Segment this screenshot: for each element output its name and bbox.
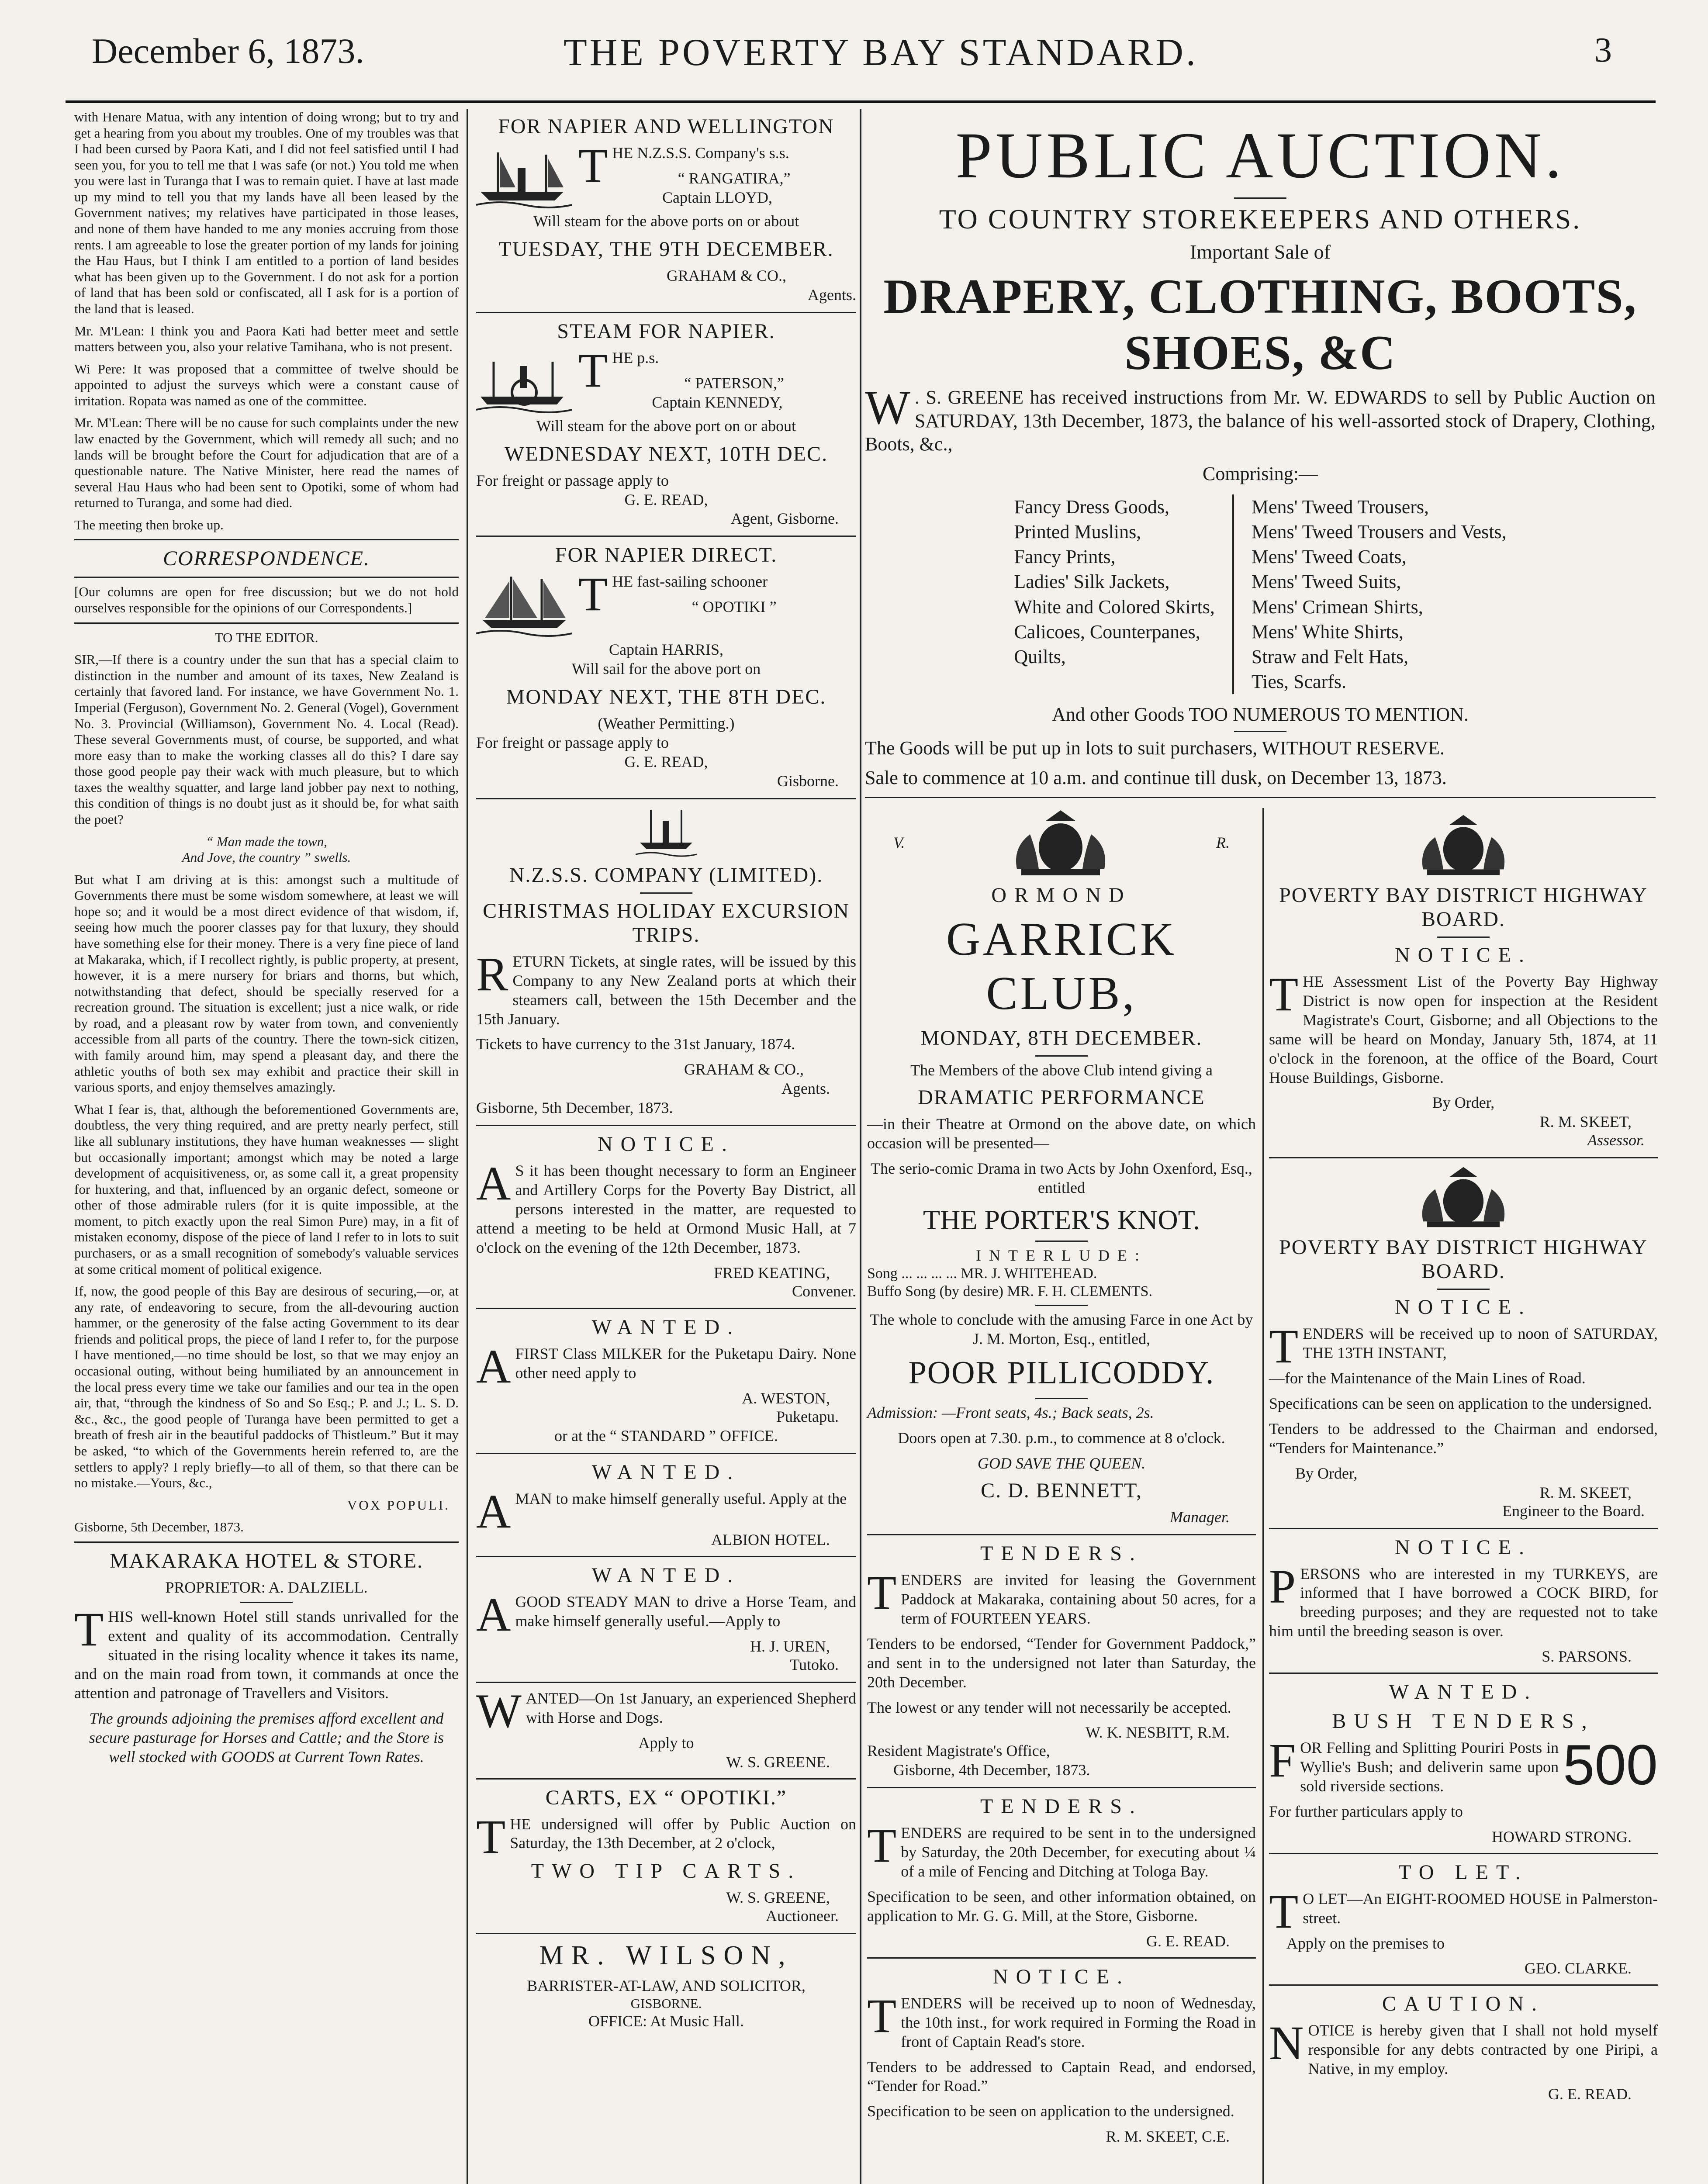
drop-cap: W [476,1684,522,1738]
auction-list-item: Mens' Tweed Coats, [1251,546,1407,568]
ad-signature: FRED KEATING, [714,1264,830,1282]
ad-signature-place: Puketapu. [776,1408,839,1426]
ad-wilson [476,1940,856,2031]
divider [1035,1398,1088,1399]
ad-heading: WANTED. [591,1316,741,1339]
auction-list-left [996,494,1234,695]
quantity-figure: 500 [1563,1733,1658,1797]
verse-line: “ Man made the town, [205,833,328,849]
divider [867,1787,1256,1788]
drop-cap: A [476,1157,511,1210]
auction-list-item: Mens' Tweed Trousers and Vests, [1251,521,1507,543]
ad-line: By Order, [1432,1094,1495,1112]
ad-body: MAN to make himself generally useful. Apply at the [515,1490,847,1508]
ad-heading: WANTED. [591,1461,741,1484]
divider [74,577,459,578]
ad-body: Apply on the premises to [1286,1934,1445,1952]
ad-line: HE p.s. [612,349,659,366]
ad-napier-wellington [476,114,856,305]
ad-body: FIRST Class MILKER for the Puketapu Dairy. None other need apply to [515,1345,856,1382]
club-name: GARRICK CLUB, [946,913,1177,1019]
divider [476,536,856,537]
ship-name: “ PATERSON,” [684,374,784,392]
auction-other: And other Goods TOO NUMEROUS TO MENTION. [1052,704,1469,726]
ad-subheading: CHRISTMAS HOLIDAY EXCURSION TRIPS. [483,899,850,947]
ad-signature: GEO. CLARKE. [1525,1959,1632,1977]
ad-napier-direct [476,543,856,791]
ad-heading: NOTICE. [598,1133,735,1156]
hotel-heading: MAKARAKA HOTEL & STORE. [109,1549,424,1572]
divider [476,1308,856,1309]
ad-heading: FOR NAPIER DIRECT. [555,543,778,567]
interlude-buffo: Buffo Song (by desire) MR. F. H. CLEMENTS. [867,1283,1153,1299]
auction-list-item: Mens' Tweed Suits, [1251,571,1401,593]
ad-line: For freight or passage apply to [476,734,669,752]
ad-signature: W. K. NESBITT, R.M. [1085,1724,1230,1742]
drop-cap: F [1269,1734,1296,1787]
royal-crest-icon [1411,812,1516,878]
divider [865,797,1656,798]
article-paragraph: with Henare Matua, with any intention of doing wrong; but to try and get a hearing from you about my troubles. One of my troubles was that I had been cursed by Paora Kati, and I did not feel satisfied until I had seen you, for you to tell me that I was safe (or not.) You told me when you were last in Turanga that I was to remain quiet. I have at last made up my mind to tell you that my lands have all been leased by the Government natives; my relatives have participated in those leases, and none of them have handed to me any monies accruing from those rents. I am agreeable to lose the greater portion of my lands for joining the Hau Haus, but I think I am entitled to a portion of land besides what has been given up to the Government. I do not ask for a portion of land that has been sold or confiscated, all I ask for is a portion of the land that is leased. [74,109,459,316]
ad-heading: TENDERS. [980,1795,1143,1818]
ad-signature: C. D. BENNETT, [981,1479,1142,1503]
agent-label: Agent, Gisborne. [731,510,839,528]
divider [1035,1055,1088,1057]
ad-body: ENDERS will be received up to noon of Wednesday, the 10th inst., for work required in Forming the Road in front of Captain Read's store. [901,1994,1256,2050]
ad-line: Will sail for the above port on [571,660,761,678]
divider [476,1933,856,1934]
ad-signature: HOWARD STRONG. [1491,1828,1632,1845]
ad-signature: W. S. GREENE. [726,1753,830,1771]
ad-signature: ALBION HOTEL. [711,1531,830,1549]
divider [867,1957,1256,1959]
schooner-icon [476,572,572,638]
agent-label: Agents. [781,1080,830,1098]
ad-tenders-paddock [867,1541,1256,1780]
ad-signature: G. E. READ. [1548,2085,1632,2103]
auction-list-item: Quilts, [1014,646,1066,667]
sailing-date: WEDNESDAY NEXT, 10TH DEC. [504,442,828,466]
sailing-date: TUESDAY, THE 9TH DECEMBER. [498,237,834,261]
divider [476,798,856,799]
article-paragraph: The meeting then broke up. [74,517,224,532]
ad-body: OR Felling and Splitting Pouriri Posts in Wyllie's Bush; and deliverin same upon sold riverside sections. [1300,1739,1559,1795]
sailing-date: MONDAY NEXT, THE 8TH DEC. [506,685,826,709]
divider [1269,1157,1658,1158]
ad-signature-title: Engineer to the Board. [1502,1502,1645,1520]
letter-paragraph: SIR,—If there is a country under the sun that has a special claim to distinction in the number and amount of its taxes, New Zealand is certainly that favored land. For instance, we have Government No. 1. Imperial (Ferguson), Government No. 2. General (Vogel), Government No. 3. Provincial (Williamson), Government No. 4. Local (Read). These several Governments must, of course, be supported, and what more easy than to make the working classes all do this? I dare say those good people pay their wack with much pleasure, but to which taxes the wealthy squatter, and large land jobber pay next to nothing, this condition of things is no doubt just as it should be, for what saith the poet? [74,652,459,827]
auction-list-item: Ties, Scarfs. [1251,671,1347,693]
ad-wanted-shepherd [476,1684,856,1771]
ad-notice-corps [476,1132,856,1301]
ad-line: By Order, [1295,1464,1358,1482]
letter-date: Gisborne, 5th December, 1873. [74,1519,244,1535]
divider [640,892,692,894]
ad-body: HE undersigned will offer by Public Auction on Saturday, the 13th December, at 2 o'clock, [510,1815,856,1852]
auction-list-item: Fancy Dress Goods, [1014,496,1169,518]
ad-line: HE fast-sailing schooner [612,573,768,591]
auction-list-right [1234,494,1524,695]
article-paragraph: Mr. M'Lean: There will be no cause for such complaints under the new law enacted by the Government, which will remedy all such; and no lands will be brought before the Court for adjudication that are of a questionable nature. The Native Minister, here read the names of several Hau Haus who had been sent to Opotiki, some of whom had returned to Turanga, and some had died. [74,415,459,511]
ad-line: ORMOND [991,884,1132,907]
drop-cap: R [476,947,508,1001]
ad-signature: W. S. GREENE, [726,1889,830,1907]
divider [74,622,459,624]
ship-captain: Captain HARRIS, [609,641,723,659]
ad-body: HE Assessment List of the Poverty Bay Highway District is now open for inspection at the Resident Magistrate's Court, Gisborne; and all Objections to the same will be heard on Monday, January 5th, 1874, at 11 o'clock in the forenoon, at the office of the Board, Court House Buildings, Gisborne. [1269,973,1658,1086]
crest-row [867,808,1256,878]
ad-heading: N.Z.S.S. COMPANY (LIMITED). [509,863,823,887]
drop-cap: W [865,381,910,435]
divider [476,1682,856,1683]
ad-line: BARRISTER-AT-LAW, AND SOLICITOR, [527,1977,806,1995]
ad-body: The lowest or any tender will not necessarily be accepted. [867,1698,1231,1716]
ad-body: ERSONS who are interested in my TURKEYS, are informed that I have borrowed a COCK BIRD, for breeding purposes; and they are requested not to take him until the breeding season is over. [1269,1565,1658,1640]
ad-bush-tenders [1269,1680,1658,1846]
drop-cap: A [476,1588,511,1641]
ad-body: Tenders to be addressed to Captain Read, and endorsed, “Tender for Road.” [867,2058,1256,2095]
letter-paragraph: But what I am driving at is this: amongst such a multitude of Governments there must be some wisdom somewhere, at least we will hope so; and it would be a most direct evidence of that wisdom, if, seeing how much the poorer classes pay for that luxury, they should have something else for their money. There is a very fine piece of land at Makaraka, which, if I recollect rightly, is public property, at present, however, it is a mere nursery for briars and thorns, but which, notwithstanding that defect, should be specially reserved for a recreation ground. The situation is excellent; just a nice walk, or ride by road, and a pleasant row by water from town, and conveniently accessible from all parts of the country. There the town-sick citizen, with family around him, may spend a pleasant day, and there the athletic youths of both sex may exhibit and practice their skill in various sports, and enjoy themselves amazingly. [74,871,459,1095]
ad-body: Specification to be seen on application to the undersigned. [867,2102,1234,2120]
ad-body: Specifications can be seen on application to the undersigned. [1269,1394,1652,1412]
ad-signature-title: Convener. [792,1282,856,1300]
ad-heading: NOTICE. [993,1965,1130,1988]
ad-heading: STEAM FOR NAPIER. [557,319,775,343]
ad-body: —for the Maintenance of the Main Lines of Road. [1269,1369,1586,1387]
drop-cap: T [1269,1320,1299,1373]
ad-body: For further particulars apply to [1269,1802,1463,1820]
ad-body: ENDERS are invited for leasing the Government Paddock at Makaraka, containing about 50 acres, for a term of FOURTEEN YEARS. [901,1571,1256,1627]
ad-body: Tickets to have currency to the 31st January, 1874. [476,1035,795,1053]
ad-signature-title: Auctioneer. [766,1907,839,1925]
divider [476,1778,856,1780]
drop-cap: N [1269,2016,1304,2070]
divider [1234,731,1286,732]
ad-body: ETURN Tickets, at single rates, will be issued by this Company to any New Zealand ports at which their steamers call, between the 15th December and the 15th January. [476,952,856,1028]
hotel-body: HIS well-known Hotel still stands unrivalled for the extent and quality of its accommodation. Centrally situated in the rising locality whence it takes its name, and on the main road from town, it commands at once the attention and patronage of Travellers and Visitors. [74,1607,459,1702]
ad-line: Gisborne, 4th December, 1873. [893,1761,1090,1779]
agent-label: Agents. [808,286,856,304]
drop-cap: T [867,1566,897,1620]
interlude-song: Song ... ... ... ... MR. J. WHITEHEAD. [867,1265,1097,1282]
ad-body: GOOD STEADY MAN to drive a Horse Team, and make himself generally useful.—Apply to [515,1593,856,1630]
ad-date: Gisborne, 5th December, 1873. [476,1099,673,1117]
ad-signature: R. M. SKEET, C.E. [1106,2128,1230,2146]
paddle-steamer-icon [476,349,572,414]
ad-wanted-man [476,1460,856,1549]
drop-cap: T [867,1989,897,2042]
ad-line: GISBORNE. [630,1996,702,2011]
ad-carts [476,1786,856,1926]
auction-subtitle: TO COUNTRY STOREKEEPERS AND OTHERS. [939,204,1582,235]
ad-body: O LET—An EIGHT-ROOMED HOUSE in Palmerston-street. [1303,1890,1658,1927]
ship-emblem-icon [636,805,697,858]
auction-list-item: Ladies' Silk Jackets, [1014,571,1170,593]
ad-heading: WANTED. [1389,1680,1538,1704]
ad-body: S it has been thought necessary to form an Engineer and Artillery Corps for the Poverty Bay District, all persons interested in the matter, are requested to attend a meeting to be held at Ormond Music Hall, at 7 o'clock on the evening of the 12th December, 1873. [476,1162,856,1256]
auction-list-item: White and Colored Skirts, [1014,596,1215,618]
ad-body: ENDERS are required to be sent in to the undersigned by Saturday, the 20th December, for executing about ¼ of a mile of Fencing and Ditching at Tologa Bay. [901,1824,1256,1880]
column-3 [867,808,1256,2153]
ad-highway-maintenance [1269,1165,1658,1521]
auction-list-item: Calicoes, Counterpanes, [1014,621,1200,643]
divider [1437,1289,1490,1290]
ad-subheading: BUSH TENDERS, [1332,1710,1595,1733]
article-paragraph: Wi Pere: It was proposed that a committee of twelve should be appointed to adjust the surveys which were a constant cause of irritation. Ropata was named as one of the committee. [74,361,459,408]
ad-heading: CARTS, EX “ OPOTIKI.” [545,1786,787,1809]
column-1 [74,109,459,2184]
divider [1269,1853,1658,1854]
ad-signature: S. PARSONS. [1542,1648,1632,1666]
ad-line: DRAMATIC PERFORMANCE [918,1085,1205,1109]
royal-crest-icon [1411,1165,1516,1230]
ad-signature-title: Manager. [1170,1508,1230,1526]
crest-letter: V. [893,834,905,852]
divider [74,539,459,540]
column-divider [467,109,468,2184]
newspaper-title: THE POVERTY BAY STANDARD. [564,31,1198,74]
agent-name: G. E. READ, [624,491,708,508]
issue-date: December 6, 1873. [92,31,364,71]
farce-title: POOR PILLICODDY. [908,1355,1215,1391]
divider [1269,1673,1658,1674]
ad-wanted-driver [476,1563,856,1675]
agent-name: GRAHAM & CO., [666,266,786,284]
ad-signature: G. E. READ. [1146,1932,1230,1950]
ad-subheading: NOTICE. [1395,943,1532,967]
to-editor-heading: TO THE EDITOR. [214,629,318,645]
letter-paragraph: If, now, the good people of this Bay are desirous of securing,—or, at any rate, of endeavoring to secure, from the all-devouring auction hammer, or the generosity of the false acting Government to its dear friends and political props, the piece of land I refer to, for the purpose I have mentioned,—no time should be lost, so that we may enjoy an occasional outing, without being humiliated by an announcement in the local press every time we take our families and our tea in the open air, that, “through the kindness of So and So Esq.; P. and J.; L. S. D. &c., &c., the good people of Turanga have been permitted to get a breath of fresh air in the beautiful paddocks of Thistleum.” But it may be asked, “to which of the Governments herein referred to, are the settlers to apply? I reply briefly—to all of them, so that there can be no mistake.—Yours, &c., [74,1283,459,1491]
doors: Doors open at 7.30. p.m., to commence at 8 o'clock. [898,1429,1225,1447]
drop-cap: T [578,343,608,397]
drop-cap: T [867,1819,897,1873]
auction-list-item: Mens' White Shirts, [1251,621,1404,643]
ad-garrick-club [867,808,1256,1527]
auction-item: TWO TIP CARTS. [531,1859,802,1883]
ad-body: OTICE is hereby given that I shall not hold myself responsible for any debts contracted by one Piripi, a Native, in my employ. [1308,2022,1658,2078]
ad-signature-place: Tutoko. [790,1655,839,1673]
auction-goods-heading: DRAPERY, CLOTHING, BOOTS, SHOES, &C [883,270,1637,380]
ad-heading: POVERTY BAY DISTRICT HIGHWAY BOARD. [1279,884,1648,931]
auction-lots: The Goods will be put up in lots to suit purchasers, WITHOUT RESERVE. [865,737,1445,759]
hotel-note: The grounds adjoining the premises afford excellent and secure pasturage for Horses and Cattle; and the Store is well stocked with GOODS at Current Town Rates. [89,1710,444,1766]
drop-cap: A [476,1485,511,1538]
drop-cap: T [1269,1884,1299,1938]
drop-cap: P [1269,1559,1296,1613]
editorial-note: [Our columns are open for free discussion; but we do not hold ourselves responsible for the opinions of our Correspondents.] [74,584,459,616]
auction-list-item: Mens' Tweed Trousers, [1251,496,1429,518]
ad-notice-road [867,1965,1256,2146]
ad-nzss-excursion [476,805,856,1118]
column-2 [476,109,856,2184]
ad-heading: WANTED. [591,1564,741,1587]
column-divider [1262,808,1264,2184]
ship-name: “ OPOTIKI ” [691,598,777,616]
ad-body: Specification to be seen, and other information obtained, on application to Mr. G. G. Mill, at the Store, Gisborne. [867,1887,1256,1925]
ad-to-let [1269,1860,1658,1978]
auction-title: PUBLIC AUCTION. [955,119,1565,192]
ad-heading: NOTICE. [1395,1535,1532,1559]
drop-cap: T [476,1810,506,1863]
ad-line: —in their Theatre at Ormond on the above date, on which occasion will be presented— [867,1115,1256,1152]
auction-list-item: Mens' Crimean Shirts, [1251,596,1423,618]
play-title: THE PORTER'S KNOT. [923,1204,1200,1235]
hotel-proprietor: PROPRIETOR: A. DALZIELL. [165,1578,368,1596]
agent-label: Gisborne. [777,772,839,790]
ship-name: “ RANGATIRA,” [678,169,791,187]
drop-cap: T [74,1602,104,1656]
ad-line: or at the “ STANDARD ” OFFICE. [554,1427,778,1445]
drop-cap: T [1269,968,1299,1021]
ship-captain: Captain LLOYD, [662,188,772,206]
verse-line: And Jove, the country ” swells. [182,850,351,865]
interlude-heading: INTERLUDE: [976,1246,1147,1264]
divider [1269,1984,1658,1986]
ad-signature: H. J. UREN, [750,1637,830,1655]
divider [1269,1528,1658,1529]
ad-body: Tenders to be addressed to the Chairman and endorsed, “Tenders for Maintenance.” [1269,1420,1658,1457]
ad-heading: POVERTY BAY DISTRICT HIGHWAY BOARD. [1279,1236,1648,1283]
correspondence-heading: CORRESPONDENCE. [163,547,370,570]
column-divider [860,109,861,2184]
masthead-rule [66,100,1656,103]
event-date: MONDAY, 8TH DECEMBER. [920,1026,1203,1050]
auction-list-item: Fancy Prints, [1014,546,1116,568]
letter-signature: VOX POPULI. [347,1497,450,1513]
drop-cap: T [578,139,608,192]
ad-heading: TENDERS. [980,1542,1143,1565]
steamship-icon [476,144,572,209]
ad-line: Will steam for the above port on or about [536,417,796,435]
divider [74,1541,459,1543]
ad-wanted-milker [476,1315,856,1446]
divider [1234,197,1286,199]
ad-heading: CAUTION. [1382,1992,1545,2016]
auction-lists [865,494,1656,695]
admission: Admission: —Front seats, 4s.; Back seats, 2s. [867,1404,1154,1422]
ad-line: OFFICE: At Music Hall. [588,2012,744,2030]
ad-line: The whole to conclude with the amusing Farce in one Act by J. M. Morton, Esq., entitled, [870,1310,1253,1348]
royal-crest-icon [1004,808,1117,878]
ad-caution [1269,1992,1658,2103]
divider [867,1534,1256,1535]
ad-body: Tenders to be endorsed, “Tender for Government Paddock,” and sent in to the undersigned not later than Saturday, the 20th December. [867,1635,1256,1691]
ad-public-auction [865,118,1656,789]
auction-body: . S. GREENE has received instructions from Mr. W. EDWARDS to sell by Public Auction on SATURDAY, 13th December, 1873, the balance of his well-assorted stock of Drapery, Clothing, Boots, &c., [865,387,1656,455]
ad-highway-assessment [1269,812,1658,1150]
page-number: 3 [1594,31,1612,69]
column-4 [1269,808,1658,2110]
ad-heading: MR. WILSON, [539,1941,793,1971]
drop-cap: T [578,567,608,621]
ad-line: Resident Magistrate's Office, [867,1742,1050,1760]
divider [476,1556,856,1557]
ad-subheading: NOTICE. [1395,1296,1532,1319]
anthem: GOD SAVE THE QUEEN. [977,1455,1146,1472]
divider [1035,1305,1088,1306]
drop-cap: A [476,1340,511,1393]
ad-signature: A. WESTON, [742,1389,830,1407]
article-paragraph: Mr. M'Lean: I think you and Paora Kati had better meet and settle matters between you, also your relative Tamihana, who is not present. [74,323,459,355]
divider [476,1453,856,1454]
divider [476,312,856,313]
auction-commence: Sale to commence at 10 a.m. and continue till dusk, on December 13, 1873. [865,767,1447,788]
ad-line: The Members of the above Club intend giving a [910,1061,1213,1079]
ad-signature: R. M. SKEET, [1539,1483,1632,1501]
ad-tenders-fencing [867,1794,1256,1950]
agent-name: G. E. READ, [624,753,708,771]
divider [240,1602,293,1603]
divider [476,1125,856,1126]
ad-line: The serio-comic Drama in two Acts by John Oxenford, Esq., entitled [871,1159,1252,1196]
ship-captain: Captain KENNEDY, [652,393,783,411]
ad-body: ANTED—On 1st January, an experienced Shepherd with Horse and Dogs. [526,1689,856,1726]
ad-line: For freight or passage apply to [476,471,669,489]
ad-notice-turkeys [1269,1535,1658,1666]
ad-signature: R. M. SKEET, [1539,1113,1632,1131]
ad-line: Will steam for the above ports on or about [533,212,799,230]
agent-name: GRAHAM & CO., [684,1061,804,1078]
letter-paragraph: What I fear is, that, although the beforementioned Governments are, doubtless, the very thing required, and are pretty nearly perfect, still like all sublunary institutions, they have human weaknesses — slight but occasionally important; amongst which may be noted a large development of acquisitiveness, or, as some call it, a great propensity for huxtering, and that, influenced by an organic defect, someone or other of those admirable rulers (for it is quite impossible, at the moment, to pitch exactly upon the real Simon Pure) may, in a fit of mistaken economy, dispose of the piece of land I refer to in lots to suit purchasers, or as a small recognition of somebody's valuable services at some critical moment of political exigence. [74,1101,459,1277]
divider [1437,936,1490,938]
auction-important: Important Sale of [1190,241,1331,263]
ad-body: ENDERS will be received up to noon of SATURDAY, THE 13TH INSTANT, [1303,1325,1658,1362]
ad-line: HE N.Z.S.S. Company's s.s. [612,144,789,162]
auction-comprising: Comprising:— [1202,463,1318,485]
auction-list-item: Straw and Felt Hats, [1251,646,1409,667]
ad-heading: TO LET. [1398,1860,1528,1884]
divider [1035,1241,1088,1242]
ad-heading: FOR NAPIER AND WELLINGTON [498,115,834,138]
ad-line: Apply to [638,1734,694,1752]
auction-list-item: Printed Muslins, [1014,521,1141,543]
masthead [0,0,1708,100]
ad-steam-napier [476,319,856,529]
ad-signature-title: Assessor. [1587,1131,1645,1149]
crest-letter: R. [1216,834,1230,852]
ad-line: (Weather Permitting.) [598,715,735,733]
